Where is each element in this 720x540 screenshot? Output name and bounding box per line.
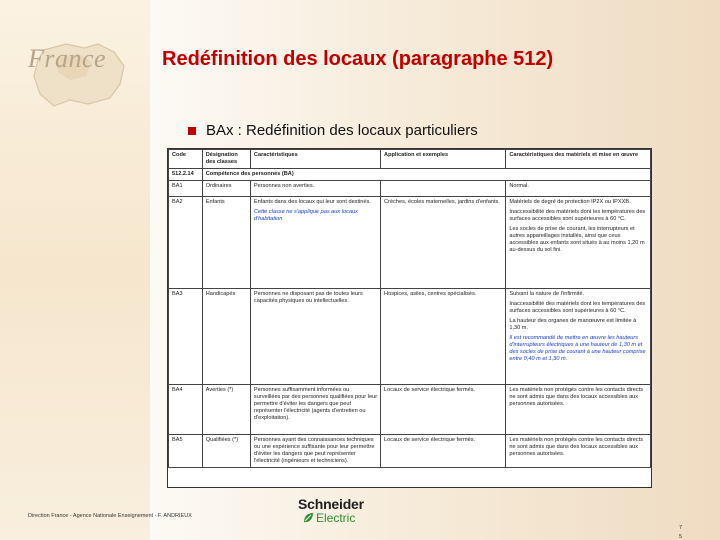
logo-text: France xyxy=(28,44,107,73)
row-materiels xyxy=(506,384,651,434)
square-bullet-icon xyxy=(188,127,196,135)
materiel-line: La hauteur des organes de manœuvre est limitée à 1,30 m. xyxy=(509,317,637,331)
page-number-value: 7 xyxy=(679,525,683,531)
brand-name: Schneider xyxy=(298,496,364,512)
row-code: BA1 xyxy=(169,180,203,196)
locaux-table xyxy=(168,149,651,468)
row-code: BA2 xyxy=(169,196,203,288)
materiel-line: Inaccessibilité des matériels dont les températures des surfaces accessibles sont supérieures à 60 °C. xyxy=(509,300,646,314)
section-code: 512.2.14 xyxy=(169,168,203,180)
row-materiels xyxy=(506,196,651,288)
schneider-electric-logo xyxy=(298,496,364,525)
materiel-line: Normal. xyxy=(509,182,529,189)
header-caracteristiques: Caractéristiques xyxy=(250,150,380,169)
table-row xyxy=(169,434,651,467)
row-code: BA5 xyxy=(169,434,203,467)
bullet-line xyxy=(188,122,478,139)
caracteristiques-text: Enfants dans des locaux qui leur sont destinés. xyxy=(253,198,371,205)
row-application: Hospices, asiles, centres spécialisés. xyxy=(381,288,506,384)
row-caracteristiques: Personnes ne disposant pas de toutes leurs capacités physiques ou intellectuelles. xyxy=(250,288,380,384)
row-materiels xyxy=(506,288,651,384)
row-designation: Qualifiées (*) xyxy=(202,434,250,467)
row-application xyxy=(381,180,506,196)
row-materiels xyxy=(506,434,651,467)
row-caracteristiques: Personnes ayant des connaissances techniques ou une expérience suffisante pour leur permettre d'éviter les dangers que peut représenter l'électricité (ingénieurs et techniciens). xyxy=(250,434,380,467)
header-application: Application et exemples xyxy=(381,150,506,169)
row-caracteristiques xyxy=(250,196,380,288)
table-row xyxy=(169,288,651,384)
row-designation: Averties (*) xyxy=(202,384,250,434)
materiel-line: Inaccessibilité des matériels dont les températures des surfaces accessibles sont supérieures à 60 °C. xyxy=(509,208,646,222)
row-caracteristiques: Personnes suffisamment informées ou surveillées par des personnes qualifiées pour leur permettre d'éviter les dangers que peut représenter l'électricité (agents d'entretien ou d'exploitation). xyxy=(250,384,380,434)
header-materiels: Caractéristiques des matériels et mise en œuvre xyxy=(506,150,651,169)
header-designation: Désignation des classes xyxy=(202,150,250,169)
table-row xyxy=(169,196,651,288)
materiel-line: Les matériels non protégés contre les contacts directs ne sont admis que dans des locaux accessibles aux personnes autorisées. xyxy=(509,386,644,407)
slide-title: Redéfinition des locaux (paragraphe 512) xyxy=(162,48,554,70)
page-number-secondary: 5 xyxy=(679,534,683,540)
row-designation: Handicapés xyxy=(202,288,250,384)
row-designation: Ordinaires xyxy=(202,180,250,196)
section-label: Compétence des personnes (BA) xyxy=(202,168,650,180)
caracteristiques-note: Cette classe ne s'applique pas aux locaux d'habitation xyxy=(253,208,358,222)
row-application: Crèches, écoles maternelles, jardins d'enfants. xyxy=(381,196,506,288)
row-materiels xyxy=(506,180,651,196)
row-code: BA4 xyxy=(169,384,203,434)
page-number xyxy=(679,524,682,540)
materiel-line: Matériels de degré de protection IP2X ou IPXXB. xyxy=(509,198,631,205)
materiel-line: Suivant la nature de l'infirmité. xyxy=(509,290,585,297)
row-application: Locaux de service électrique fermés. xyxy=(381,434,506,467)
row-code: BA3 xyxy=(169,288,203,384)
row-application: Locaux de service électrique fermés. xyxy=(381,384,506,434)
materiel-line: Les matériels non protégés contre les contacts directs ne sont admis que dans des locaux accessibles aux personnes autorisées. xyxy=(509,436,644,457)
footer-credit: Direction France - Agence Nationale Enseignement - F. ANDRIEUX xyxy=(28,513,192,519)
se-leaf-icon xyxy=(302,512,314,524)
materiel-line: Les socles de prise de courant, les interrupteurs et autres appareillages installés, ainsi que ceux accessibles aux enfants sont situés à au moins 1,20 m au-dessus du sol fini. xyxy=(509,225,645,253)
table-row xyxy=(169,384,651,434)
locaux-table-image xyxy=(167,148,652,488)
row-designation: Enfants xyxy=(202,196,250,288)
table-header-row xyxy=(169,150,651,169)
materiels-note: Il est recommandé de mettre en œuvre les hauteurs d'interrupteurs électriques à une hauteur de 1,30 m et des socles de prise de courant à une hauteur comprise entre 0,40 m et 1,30 m. xyxy=(509,334,646,362)
bullet-text: BAx : Redéfinition des locaux particuliers xyxy=(206,122,478,139)
row-caracteristiques: Personnes non averties. xyxy=(250,180,380,196)
header-code: Code xyxy=(169,150,203,169)
brand-sub: Electric xyxy=(316,511,356,525)
section-row xyxy=(169,168,651,180)
table-row xyxy=(169,180,651,196)
